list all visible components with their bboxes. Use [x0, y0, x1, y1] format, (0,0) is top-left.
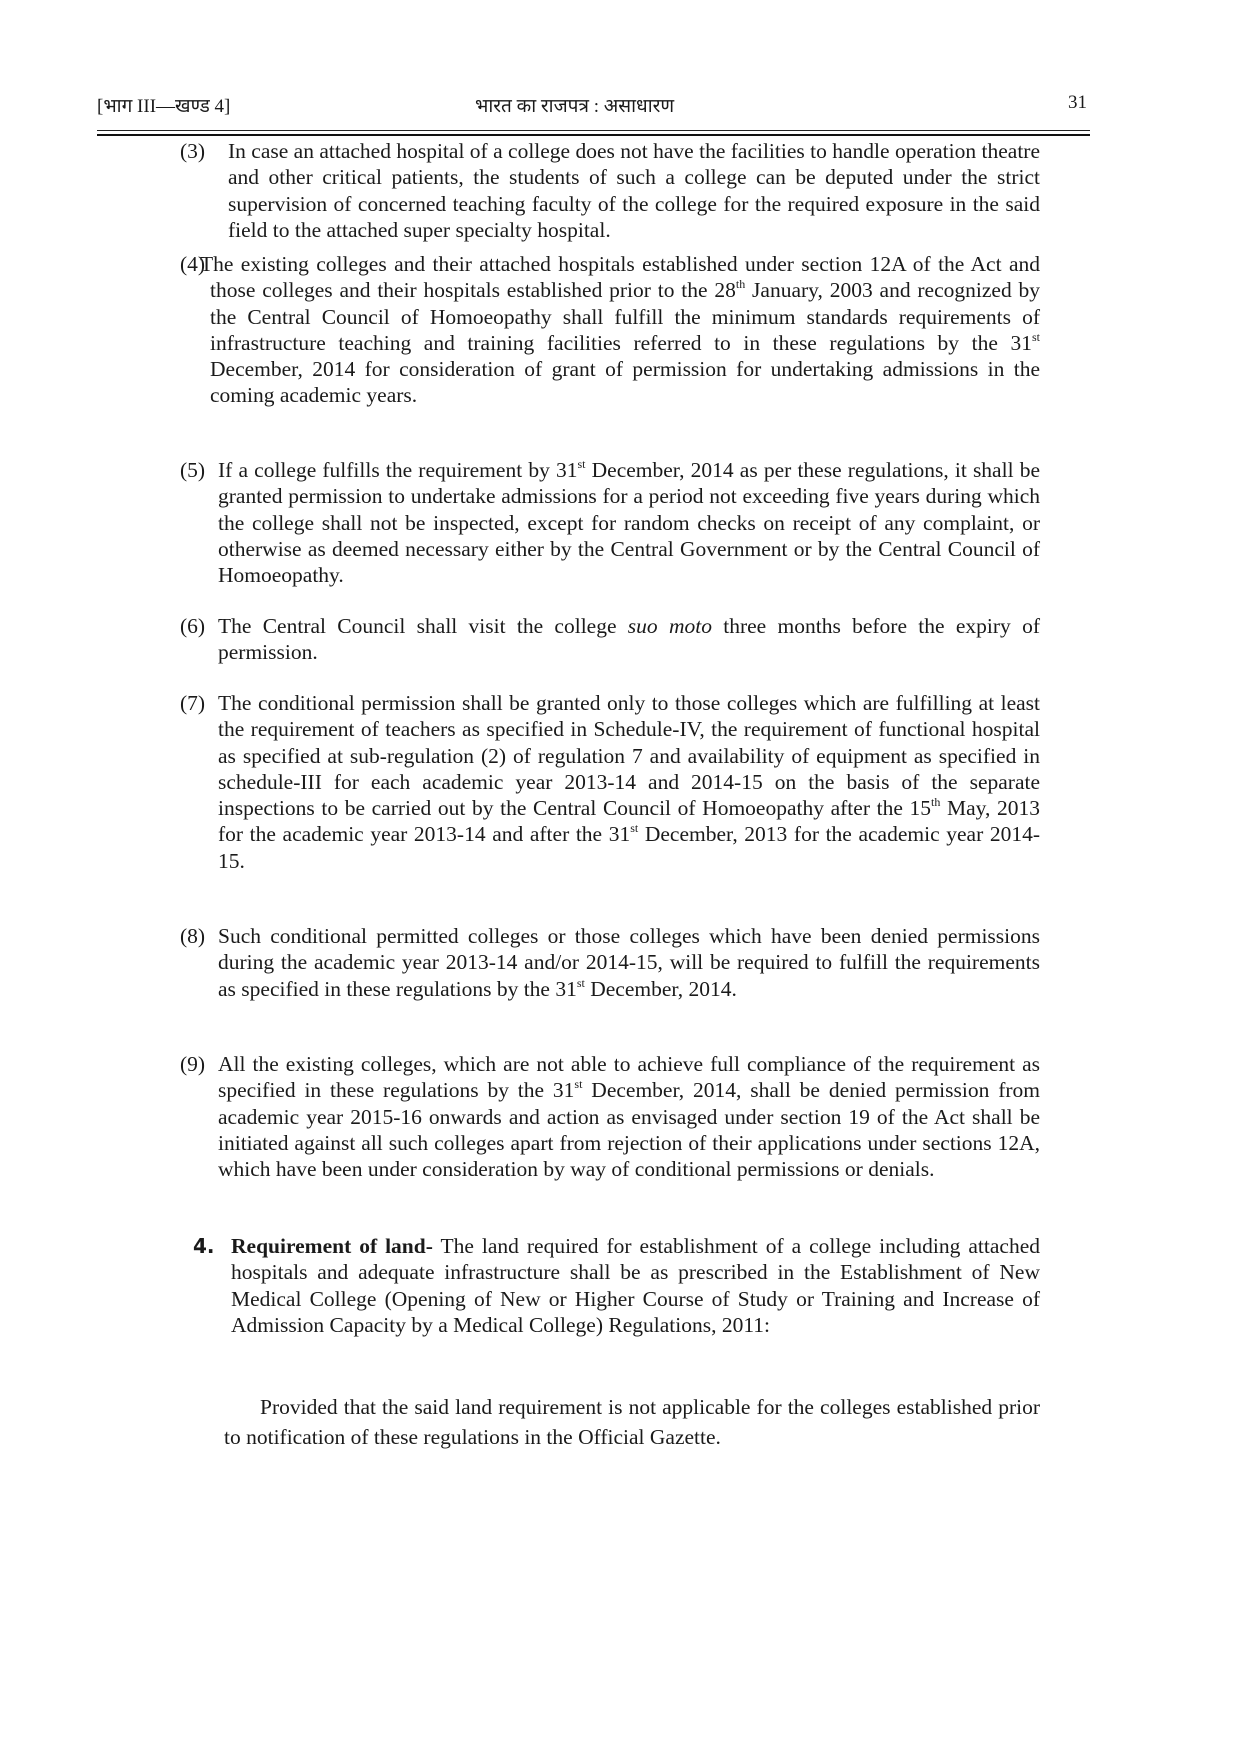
clause-number: (8) — [180, 924, 206, 948]
clause-6 — [180, 613, 1040, 666]
gazette-part-label: [भाग III—खण्ड 4] — [97, 96, 231, 117]
clause-text: The conditional permission shall be granted only to those colleges which are fulfilling at least the requirement of teachers as specified in Schedule-IV, the requirement of functional hospital as specified at sub-regulation (2) of regulation 7 and availability of equipment as specified in schedule-III for each academic year 2013-14 and 2014-15 on the basis of the separate inspections to be carried out by the Central Council of Homoeopathy after the 15th May, 2013 for the academic year 2013-14 and after the 31st December, 2013 for the academic year 2014-15. — [218, 691, 1040, 873]
clause-text: The existing colleges and their attached hospitals established under section 12A of the Act and those colleges and their hospitals established prior to the 28th January, 2003 and recognized by the Central Council of Homoeopathy shall fulfill the minimum standards requirements of infrastructure teaching and training facilities referred to in these regulations by the 31st December, 2014 for consideration of grant of permission for undertaking admissions in the coming academic years. — [200, 252, 1041, 408]
clause-number: (7) — [180, 691, 206, 715]
clause-number: (9) — [180, 1052, 206, 1076]
header-rule-thick — [97, 134, 1090, 136]
clause-text: The Central Council shall visit the college suo moto three months before the expiry of permission. — [218, 614, 1040, 665]
section-4-proviso: Provided that the said land requirement is not applicable for the colleges established prior to notification of these regulations in the Official Gazette. — [224, 1395, 1040, 1449]
clause-4 — [180, 251, 1040, 409]
clause-text: Such conditional permitted colleges or those colleges which have been denied permissions during the academic year 2013-14 and/or 2014-15, will be required to fulfill the requirements as specified in these regulations by the 31st December, 2014. — [218, 924, 1040, 1001]
page-header — [97, 92, 1090, 120]
clause-number: (3) — [180, 139, 206, 163]
clause-number: (4) — [180, 252, 206, 276]
clause-number: (6) — [180, 614, 206, 638]
gazette-title: भारत का राजपत्र : असाधारण — [475, 96, 675, 117]
section-heading: Requirement of land- — [231, 1234, 433, 1258]
clause-text: If a college fulfills the requirement by 31st December, 2014 as per these regulations, it shall be granted permission to undertake admissions for a period not exceeding five years during which the college shall not be inspected, except for random checks on receipt of any complaint, or otherwise as deemed necessary either by the Central Government or by the Central Council of Homoeopathy. — [218, 457, 1040, 588]
clause-8 — [180, 923, 1040, 1002]
clause-7 — [180, 690, 1040, 874]
page-number: 31 — [1068, 92, 1087, 113]
clause-9 — [180, 1051, 1040, 1182]
latin-term: suo moto — [627, 614, 712, 638]
header-rule-thin — [97, 130, 1090, 131]
clause-number: (5) — [180, 458, 206, 482]
clause-5 — [180, 457, 1040, 588]
section-4 — [193, 1233, 1040, 1338]
section-text: Requirement of land- The land required for establishment of a college including attached hospitals and adequate infrastructure shall be as prescribed in the Establishment of New Medical College (Opening of New or Higher Course of Study or Training and Increase of Admission Capacity by a Medical College) Regulations, 2011: — [231, 1234, 1040, 1337]
clause-3 — [180, 138, 1040, 243]
clause-text: In case an attached hospital of a college does not have the facilities to handle operation theatre and other critical patients, the students of such a college can be deputed under the strict supervision of concerned teaching faculty of the college for the required exposure in the said field to the attached super specialty hospital. — [228, 139, 1040, 242]
section-number: 4. — [193, 1234, 215, 1258]
clause-text: All the existing colleges, which are not able to achieve full compliance of the requirement as specified in these regulations by the 31st December, 2014, shall be denied permission from academic year 2015-16 onwards and action as envisaged under section 19 of the Act shall be initiated against all such colleges apart from rejection of their applications under sections 12A, which have been under consideration by way of conditional permissions or denials. — [218, 1052, 1040, 1182]
